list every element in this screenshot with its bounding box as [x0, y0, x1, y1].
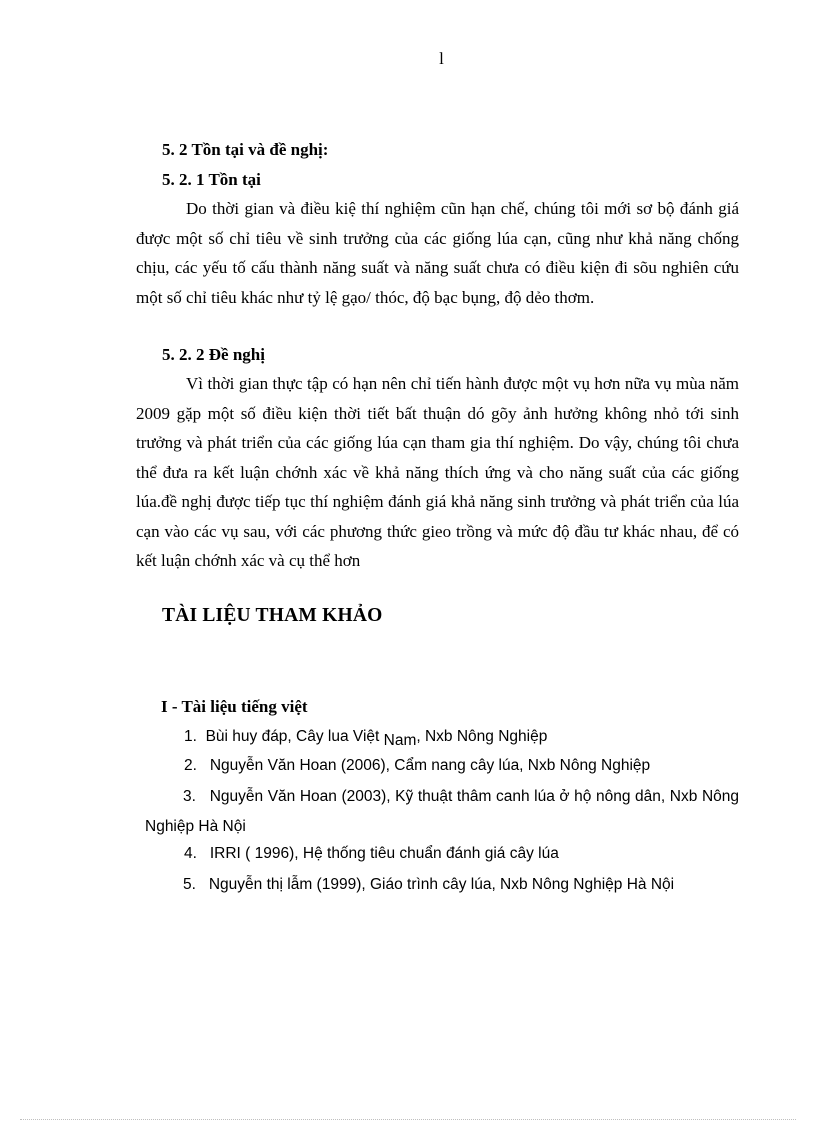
reference-number: 5.: [183, 876, 196, 893]
reference-text: Nguyễn Văn Hoan (2006), Cẩm nang cây lúa, Nxb Nông Nghiệp: [209, 757, 651, 774]
reference-text: Nguyễn thị lẫm (1999), Giáo trình cây lúa, Nxb Nông Nghiệp Hà Nội: [208, 876, 675, 893]
reference-item-5: [145, 870, 739, 900]
reference-item-1: [184, 728, 548, 749]
subsection-heading-recommendations: 5. 2. 2 Đề nghị: [162, 345, 265, 364]
page-number: l: [439, 49, 444, 68]
reference-text-subscript: Nam: [383, 732, 417, 749]
recommendations-text: Vì thời gian thực tập có hạn nên chỉ tiến hành được một vụ hơn nữa vụ mùa năm 2009 gặp một số điều kiện thời tiết bất thuận dó gõy ảnh hưởng không nhỏ tới sinh trưởng và phát triển của các giống lúa cạn tham gia thí nghiệm. Do vậy, chúng tôi chưa thể đưa ra kết luận chớnh xác về khả năng thích ứng và cho năng suất của các giống lúa.đề nghị được tiếp tục thí nghiệm đánh giá khả năng sinh trưởng và phát triển của lúa cạn vào các vụ sau, với các phương thức gieo trồng và mức độ đầu tư khác nhau, để có kết luận chớnh xác và cụ thể hơn: [136, 374, 739, 570]
reference-item-2: [184, 757, 650, 775]
reference-text: Nguyễn Văn Hoan (2003), Kỹ thuật thâm canh lúa ở hộ nông dân, Nxb Nông Nghiệp Hà Nội: [145, 788, 739, 835]
reference-number: 4.: [184, 845, 197, 862]
references-title: TÀI LIỆU THAM KHẢO: [162, 605, 383, 626]
recommendations-paragraph: [136, 369, 739, 576]
reference-text: Bùi huy đáp, Cây lua Việt: [205, 728, 384, 745]
limitations-text: Do thời gian và điều kiệ thí nghiệm cũn hạn chế, chúng tôi mới sơ bộ đánh giá được một số chỉ tiêu về sinh trưởng của các giống lúa cạn, cũng như khả năng chống chịu, các yếu tố cấu thành năng suất và năng suất chưa có điều kiện đi sõu nghiên cứu một số chỉ tiêu khác như tỷ lệ gạo/ thóc, độ bạc bụng, độ dẻo thơm.: [136, 199, 739, 307]
reference-number: 1.: [184, 728, 197, 745]
reference-text: , Nxb Nông Nghiệp: [416, 728, 548, 745]
references-section-label: I - Tài liệu tiếng việt: [161, 697, 308, 716]
reference-number: 3.: [183, 788, 196, 805]
reference-item-4: [184, 845, 559, 863]
reference-text: IRRI ( 1996), Hệ thống tiêu chuẩn đánh giá cây lúa: [209, 845, 559, 862]
section-heading: 5. 2 Tồn tại và đề nghị:: [162, 140, 329, 159]
reference-item-3: [145, 782, 739, 841]
page-bottom-divider: [20, 1119, 796, 1120]
reference-number: 2.: [184, 757, 197, 774]
limitations-paragraph: [136, 194, 739, 312]
subsection-heading-limitations: 5. 2. 1 Tồn tại: [162, 170, 261, 189]
